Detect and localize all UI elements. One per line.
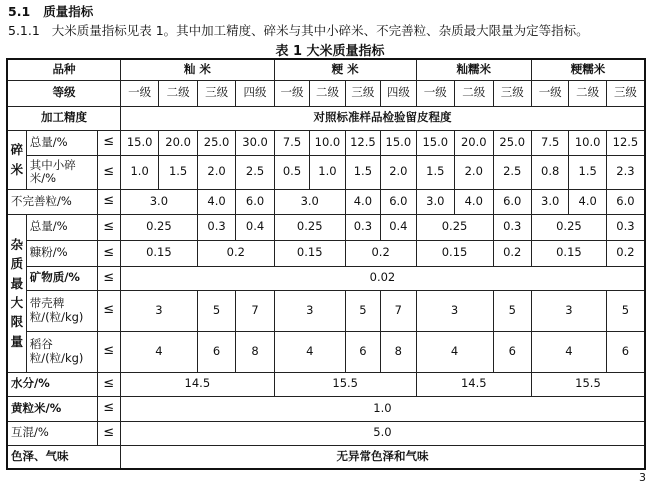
value-cell: 20.0 <box>159 130 197 155</box>
value-cell: 3 <box>531 290 606 331</box>
value-cell: 12.5 <box>345 130 380 155</box>
impurity-total-label: 总量/% <box>26 214 97 240</box>
table-row <box>7 372 645 396</box>
paragraph-text: 大米质量指标见表 1。其中加工精度、碎米与其中小碎米、不完善粒、杂质最大限量为定等指标。 <box>51 23 589 38</box>
value-cell: 4 <box>120 331 197 372</box>
grade-cell: 一级 <box>274 80 309 106</box>
le-sign: ≤ <box>97 266 120 290</box>
value-cell: 3.0 <box>274 189 345 214</box>
table-caption: 表 1 大米质量指标 <box>275 44 385 59</box>
table-row <box>7 421 645 445</box>
value-cell: 2.5 <box>236 155 274 189</box>
value-cell: 7.5 <box>531 130 568 155</box>
table-row <box>7 189 645 214</box>
moisture-label: 水分/% <box>7 372 97 396</box>
table-row <box>7 59 645 80</box>
value-cell: 3.0 <box>531 189 568 214</box>
value-cell: 0.25 <box>416 214 493 240</box>
rice-quality-table <box>6 58 646 470</box>
precision-label: 加工精度 <box>7 106 120 130</box>
le-sign: ≤ <box>97 421 120 445</box>
table-row <box>7 214 645 240</box>
value-cell: 2.0 <box>455 155 493 189</box>
variety-gengnuo: 粳糯米 <box>531 59 645 80</box>
value-cell: 0.15 <box>416 240 493 266</box>
broken-small-label: 其中小碎米/% <box>26 155 97 189</box>
grade-cell: 四级 <box>381 80 416 106</box>
value-cell: 0.25 <box>531 214 606 240</box>
value-cell: 0.2 <box>197 240 274 266</box>
value-cell: 6.0 <box>493 189 531 214</box>
value-cell: 0.2 <box>345 240 416 266</box>
value-cell: 1.0 <box>310 155 345 189</box>
le-sign: ≤ <box>97 331 120 372</box>
value-cell: 5 <box>606 290 645 331</box>
le-sign: ≤ <box>97 189 120 214</box>
section-number: 5.1 <box>8 4 31 19</box>
value-cell: 6.0 <box>606 189 645 214</box>
le-sign: ≤ <box>97 290 120 331</box>
table-row <box>7 240 645 266</box>
grade-cell: 二级 <box>569 80 606 106</box>
value-cell: 0.02 <box>120 266 645 290</box>
value-cell: 6 <box>493 331 531 372</box>
value-cell: 3 <box>274 290 345 331</box>
variety-xiannuo: 籼糯米 <box>416 59 531 80</box>
grade-cell: 一级 <box>120 80 158 106</box>
value-cell: 3 <box>416 290 493 331</box>
value-cell: 0.2 <box>606 240 645 266</box>
le-sign: ≤ <box>97 240 120 266</box>
value-cell: 6 <box>606 331 645 372</box>
precision-value: 对照标准样品检验留皮程度 <box>120 106 645 130</box>
value-cell: 30.0 <box>236 130 274 155</box>
value-cell: 7 <box>381 290 416 331</box>
paddy-label: 稻谷粒/(粒/kg) <box>26 331 97 372</box>
value-cell: 2.0 <box>381 155 416 189</box>
value-cell: 4.0 <box>455 189 493 214</box>
value-cell: 15.5 <box>274 372 416 396</box>
value-cell: 无异常色泽和气味 <box>120 445 645 469</box>
table-row <box>7 331 645 372</box>
le-sign: ≤ <box>97 372 120 396</box>
value-cell: 0.3 <box>345 214 380 240</box>
value-cell: 1.5 <box>159 155 197 189</box>
value-cell: 4.0 <box>197 189 235 214</box>
value-cell: 0.2 <box>493 240 531 266</box>
value-cell: 3.0 <box>120 189 197 214</box>
grade-cell: 三级 <box>606 80 645 106</box>
page-number: 3 <box>639 471 646 484</box>
value-cell: 2.3 <box>606 155 645 189</box>
value-cell: 25.0 <box>197 130 235 155</box>
value-cell: 2.0 <box>197 155 235 189</box>
value-cell: 5 <box>493 290 531 331</box>
value-cell: 6 <box>345 331 380 372</box>
value-cell: 0.4 <box>381 214 416 240</box>
table-row <box>7 396 645 421</box>
value-cell: 4.0 <box>345 189 380 214</box>
broken-total-label: 总量/% <box>26 130 97 155</box>
value-cell: 0.15 <box>120 240 197 266</box>
section-heading <box>8 2 93 20</box>
value-cell: 1.5 <box>569 155 606 189</box>
grade-cell: 三级 <box>345 80 380 106</box>
broken-group-label: 碎米 <box>7 130 26 189</box>
grade-cell: 三级 <box>197 80 235 106</box>
value-cell: 5.0 <box>120 421 645 445</box>
value-cell: 10.0 <box>310 130 345 155</box>
value-cell: 0.3 <box>197 214 235 240</box>
value-cell: 0.15 <box>531 240 606 266</box>
value-cell: 0.3 <box>606 214 645 240</box>
variety-xian: 籼 米 <box>120 59 274 80</box>
impurity-group-label: 杂质最大限量 <box>7 214 26 372</box>
variety-geng: 粳 米 <box>274 59 416 80</box>
value-cell: 10.0 <box>569 130 606 155</box>
table-row <box>7 106 645 130</box>
value-cell: 20.0 <box>455 130 493 155</box>
value-cell: 4 <box>531 331 606 372</box>
grade-cell: 二级 <box>310 80 345 106</box>
value-cell: 6 <box>197 331 235 372</box>
value-cell: 2.5 <box>493 155 531 189</box>
section-title: 质量指标 <box>43 4 94 19</box>
value-cell: 25.0 <box>493 130 531 155</box>
table-row <box>7 266 645 290</box>
value-cell: 15.5 <box>531 372 645 396</box>
table-row <box>7 80 645 106</box>
value-cell: 12.5 <box>606 130 645 155</box>
value-cell: 14.5 <box>416 372 531 396</box>
value-cell: 3.0 <box>416 189 454 214</box>
value-cell: 6.0 <box>381 189 416 214</box>
value-cell: 15.0 <box>416 130 454 155</box>
le-sign: ≤ <box>97 396 120 421</box>
value-cell: 1.0 <box>120 396 645 421</box>
bran-label: 糠粉/% <box>26 240 97 266</box>
value-cell: 7 <box>236 290 274 331</box>
value-cell: 0.8 <box>531 155 568 189</box>
value-cell: 0.25 <box>274 214 345 240</box>
paragraph-number: 5.1.1 <box>8 23 40 38</box>
grade-cell: 二级 <box>455 80 493 106</box>
color-label: 色泽、气味 <box>7 445 120 469</box>
mixed-label: 互混/% <box>7 421 97 445</box>
value-cell: 1.5 <box>345 155 380 189</box>
le-sign: ≤ <box>97 155 120 189</box>
table-row <box>7 290 645 331</box>
grade-cell: 一级 <box>531 80 568 106</box>
value-cell: 7.5 <box>274 130 309 155</box>
yellow-label: 黄粒米/% <box>7 396 97 421</box>
value-cell: 5 <box>197 290 235 331</box>
grade-cell: 四级 <box>236 80 274 106</box>
grade-cell: 二级 <box>159 80 197 106</box>
header-grade: 等级 <box>7 80 120 106</box>
value-cell: 4.0 <box>569 189 606 214</box>
table-row <box>7 155 645 189</box>
value-cell: 0.4 <box>236 214 274 240</box>
value-cell: 1.0 <box>120 155 158 189</box>
value-cell: 0.25 <box>120 214 197 240</box>
value-cell: 15.0 <box>381 130 416 155</box>
value-cell: 14.5 <box>120 372 274 396</box>
le-sign: ≤ <box>97 214 120 240</box>
imperfect-label: 不完善粒/% <box>7 189 97 214</box>
value-cell: 8 <box>236 331 274 372</box>
value-cell: 0.3 <box>493 214 531 240</box>
le-sign: ≤ <box>97 130 120 155</box>
header-variety: 品种 <box>7 59 120 80</box>
value-cell: 3 <box>120 290 197 331</box>
value-cell: 4 <box>274 331 345 372</box>
value-cell: 6.0 <box>236 189 274 214</box>
value-cell: 1.5 <box>416 155 454 189</box>
table-row <box>7 130 645 155</box>
mineral-label: 矿物质/% <box>26 266 97 290</box>
value-cell: 5 <box>345 290 380 331</box>
paragraph <box>8 21 589 39</box>
grade-cell: 一级 <box>416 80 454 106</box>
table-row <box>7 445 645 469</box>
value-cell: 15.0 <box>120 130 158 155</box>
value-cell: 0.15 <box>274 240 345 266</box>
grade-cell: 三级 <box>493 80 531 106</box>
value-cell: 4 <box>416 331 493 372</box>
value-cell: 0.5 <box>274 155 309 189</box>
value-cell: 8 <box>381 331 416 372</box>
husk-label: 带壳稗粒/(粒/kg) <box>26 290 97 331</box>
